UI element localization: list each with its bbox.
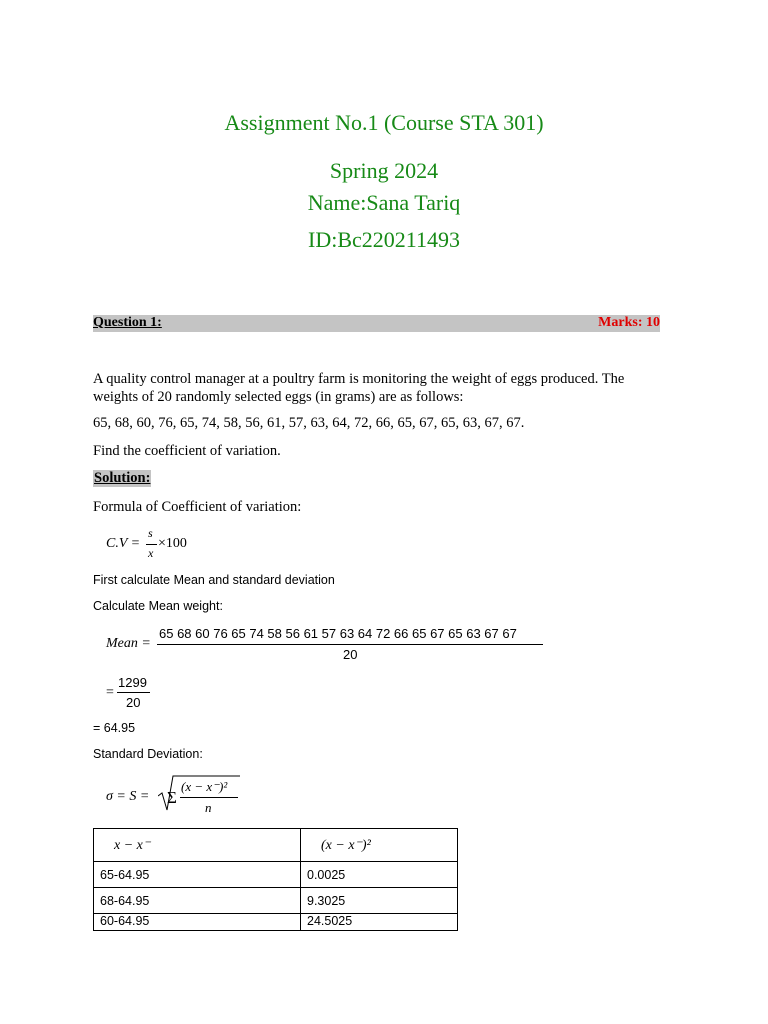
sum-denominator: 20 [126,695,141,710]
cv-denominator: x [148,546,154,560]
sum-equals: = [106,685,114,700]
cv-lhs: C.V = [106,536,141,551]
cv-rhs: ×100 [158,536,187,551]
step-mean-weight: Calculate Mean weight: [93,599,223,613]
table-header-cell: (x − x⁻)² [301,829,458,862]
cv-numerator: s [148,526,153,540]
formula-title: Formula of Coefficient of variation: [93,499,302,515]
question-task: Find the coefficient of variation. [93,443,281,459]
term-label: Spring 2024 [329,158,439,183]
question-marks: Marks: 10 [598,315,660,330]
sum-numerator: 1299 [118,675,147,690]
mean-denominator: 20 [343,647,358,662]
table-cell: 0.0025 [301,862,458,888]
question-data: 65, 68, 60, 76, 65, 74, 58, 56, 61, 57, 63, 64, 72, 66, 65, 67, 65, 63, 67, 67. [93,415,525,431]
cv-fraction-line [146,544,157,545]
sd-numerator: (x − x⁻)² [181,779,228,794]
question-label: Question 1: [93,315,162,330]
sigma-symbol: Σ [167,788,177,807]
table-cell: 9.3025 [301,888,458,914]
student-id: ID:Bc220211493 [308,227,460,252]
question-header-bar [93,315,660,332]
sum-fraction-line [117,692,150,693]
question-text: A quality control manager at a poultry farm is monitoring the weight of eggs produced. The weights of 20 randomly selected eggs (in grams) are as follows: [93,371,625,405]
table-cell: 68-64.95 [94,888,301,914]
mean-fraction-line [157,644,543,645]
table-row [94,888,458,914]
solution-label: Solution: [94,470,151,486]
table-cell: 60-64.95 [94,914,301,931]
table-cell: 65-64.95 [94,862,301,888]
table-cell: 24.5025 [301,914,458,931]
table-header-cell: x − x⁻ [94,829,301,862]
sd-denominator: n [205,800,212,815]
student-name: Name:Sana Tariq [307,190,461,215]
table-row [94,862,458,888]
deviation-table [93,828,458,931]
table-row [94,914,458,931]
sd-fraction-line [180,797,238,798]
sd-title: Standard Deviation: [93,747,203,761]
mean-result: = 64.95 [93,721,136,735]
step-mean-sd: First calculate Mean and standard deviation [93,573,335,587]
table-header-row [94,829,458,862]
mean-lhs: Mean = [106,636,151,651]
assignment-title: Assignment No.1 (Course STA 301) [224,110,544,135]
sd-lhs: σ = S = [106,789,150,804]
mean-numerator: 65 68 60 76 65 74 58 56 61 57 63 64 72 66 65 67 65 63 67 67 [159,626,517,641]
